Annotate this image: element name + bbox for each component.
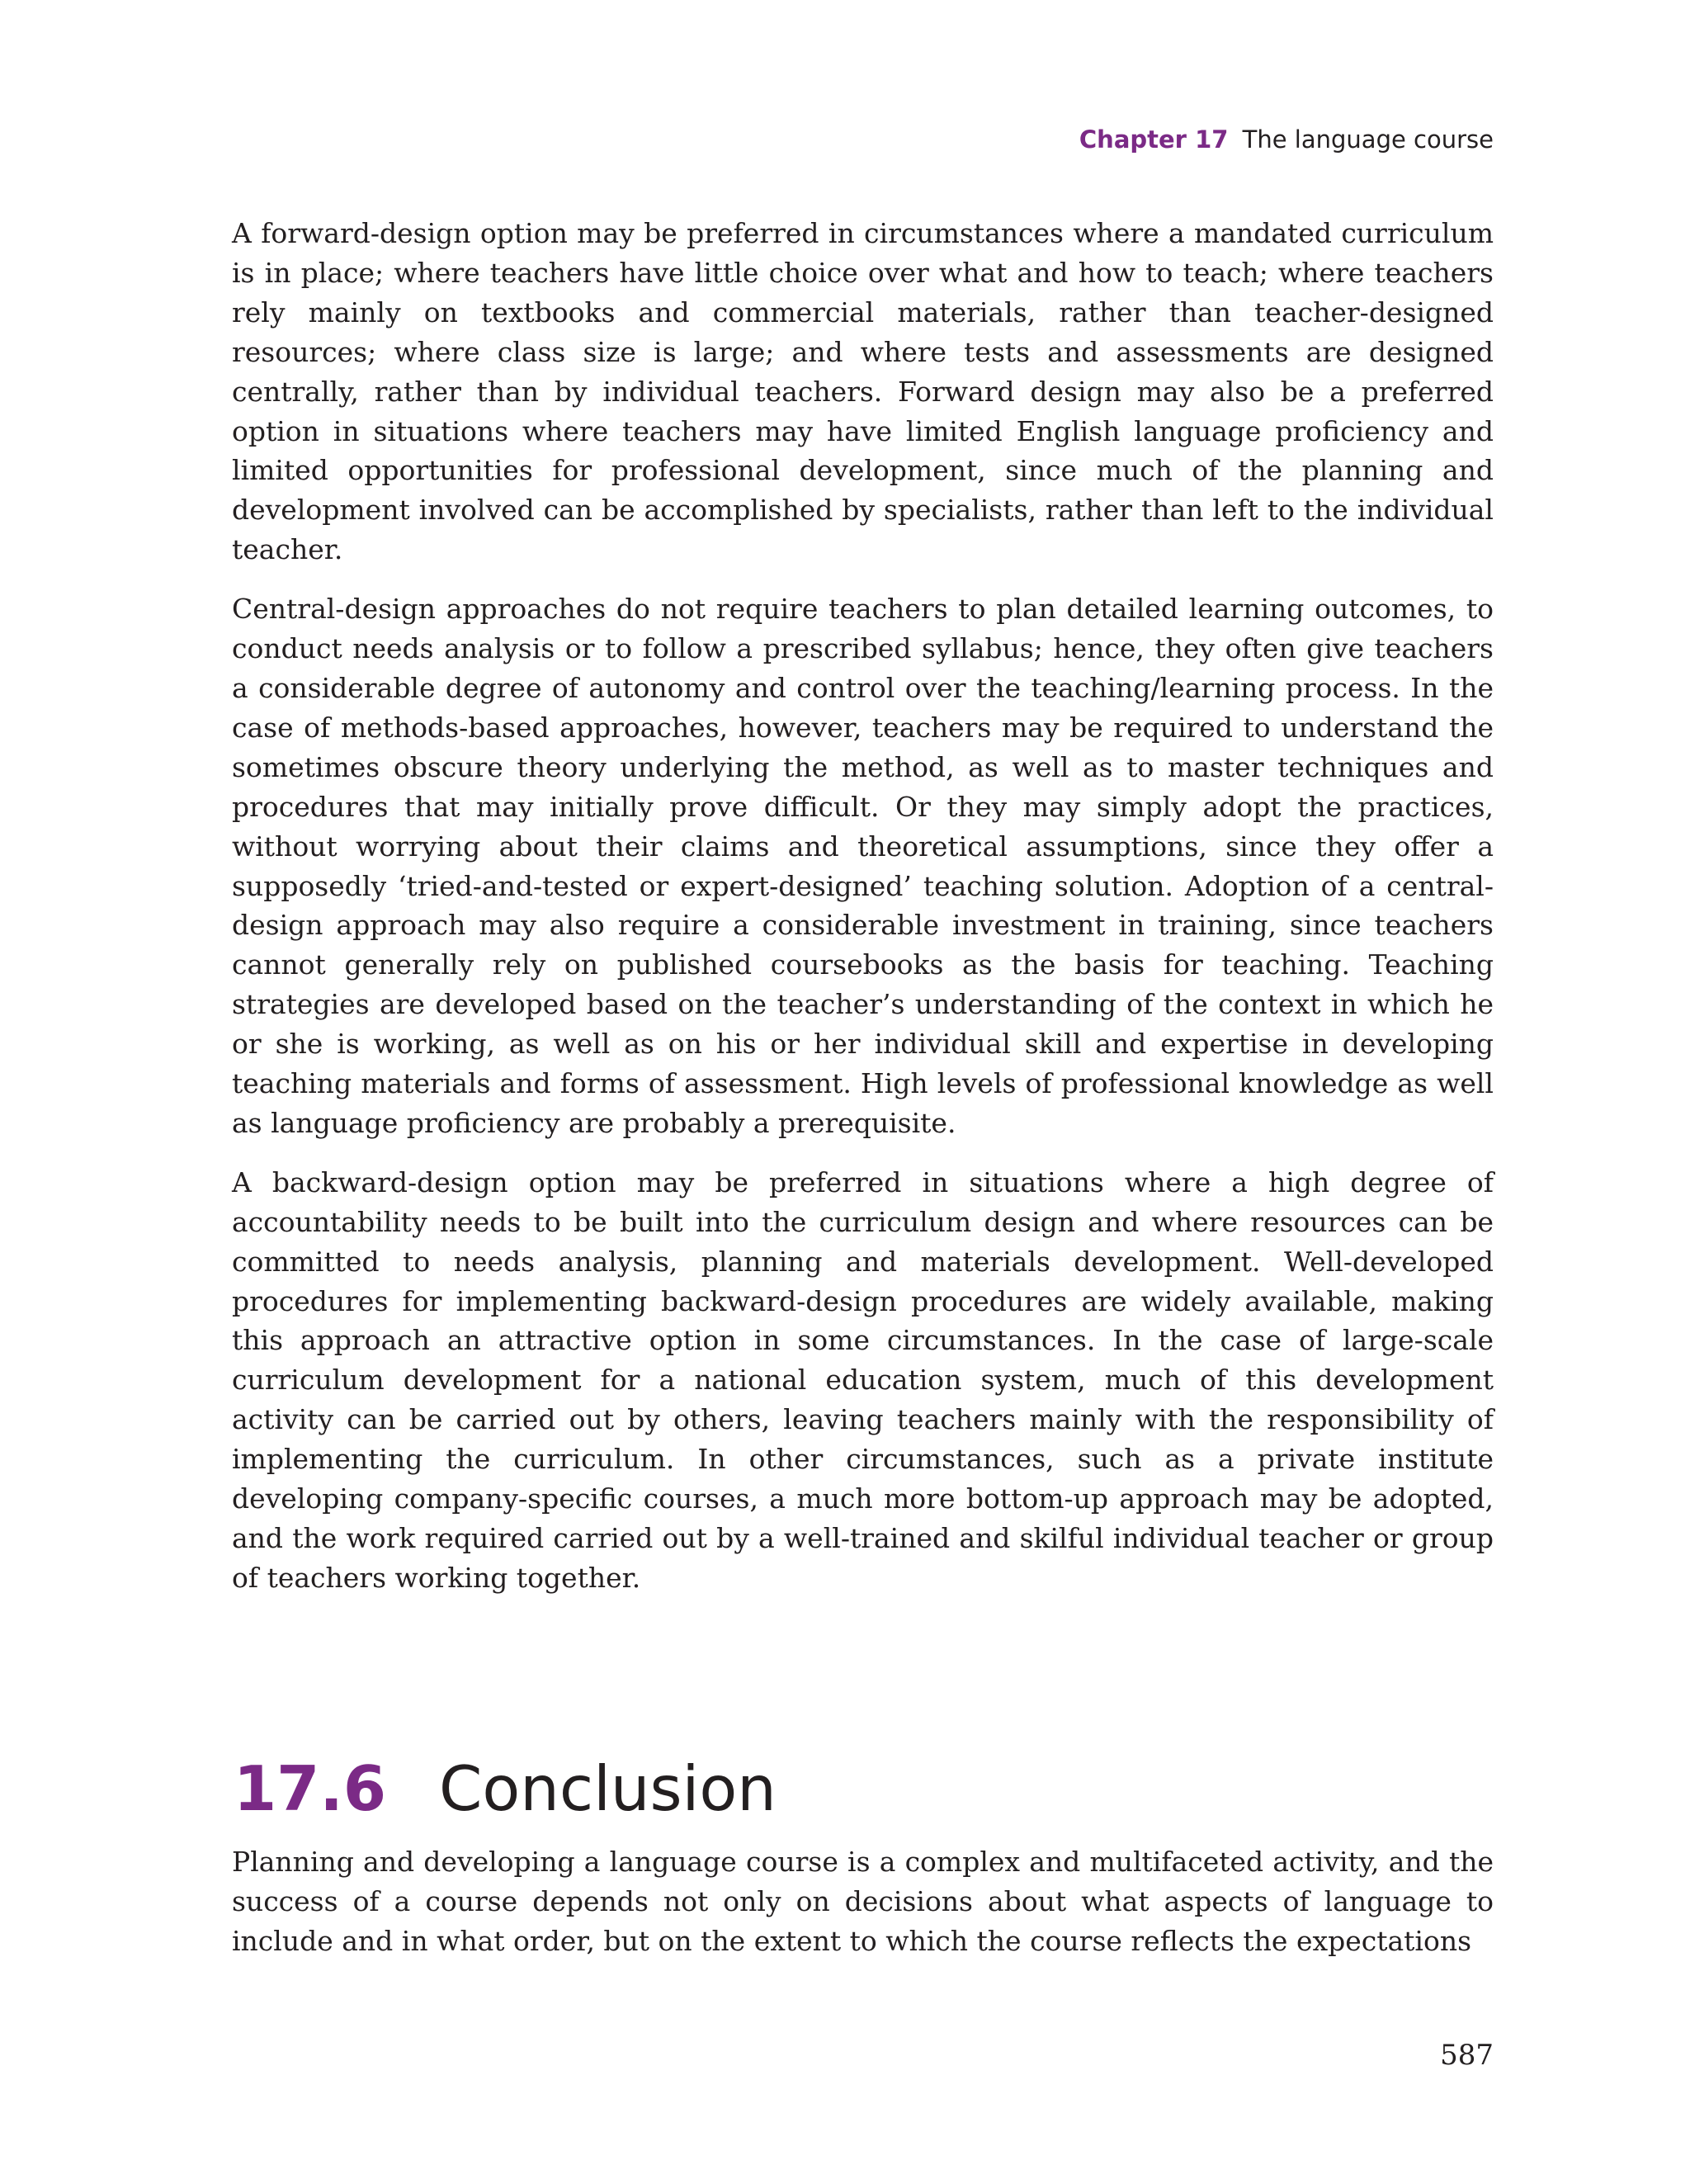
- section-heading: [234, 1752, 777, 1825]
- chapter-label: Chapter 17: [1079, 125, 1229, 154]
- paragraph-conclusion: Planning and developing a language course is a complex and multifaceted activity, and the success of a course depends not only on decisions about what aspects of language to include and in what order, but on the extent to which the course reflects the expectations: [232, 1846, 1494, 1957]
- paragraph-forward-design: A forward-design option may be preferred in circumstances where a mandated curriculum is in place; where teachers have little choice over what and how to teach; where teachers rely mainly on textbooks and commercial materials, rather than teacher-designed resources; where class size is large; and where tests and assessments are designed centrally, rather than by individual teachers. Forward design may also be a preferred option in situations where teachers may have limited English language proficiency and limited opportunities for professional development, since much of the planning and development involved can be accomplished by specialists, rather than left to the individual teacher.: [232, 217, 1494, 566]
- running-head: [1079, 125, 1494, 154]
- paragraph-central-design: Central-design approaches do not require teachers to plan detailed learning outcomes, to conduct needs analysis or to follow a prescribed syllabus; hence, they often give teachers a considerable degree of autonomy and control over the teaching/learning process. In the case of methods-based approaches, however, teachers may be required to understand the sometimes obscure theory underlying the method, as well as to master techniques and procedures that may initially prove difficult. Or they may simply adopt the practices, without worrying about their claims and theoretical assumptions, since they offer a supposedly ‘tried-and-tested or expert-designed’ teaching solution. Adoption of a central-design approach may also require a considerable investment in training, since teachers cannot generally rely on published coursebooks as the basis for teaching. Teaching strategies are developed based on the teacher’s understanding of the context in which he or she is working, as well as on his or her individual skill and expertise in developing teaching materials and forms of assessment. High levels of professional knowledge as well as language proficiency are probably a prerequisite.: [232, 593, 1494, 1139]
- body-text: [232, 214, 1494, 1618]
- section-title: Conclusion: [439, 1752, 777, 1825]
- page-number: 587: [1440, 2039, 1494, 2072]
- section-number: 17.6: [234, 1752, 387, 1825]
- paragraph-backward-design: A backward-design option may be preferred in situations where a high degree of accountability needs to be built into the curriculum design and where resources can be committed to needs analysis, planning and materials development. Well-developed procedures for implementing backward-design procedures are widely available, making this approach an attractive option in some circumstances. In the case of large-scale curriculum development for a national education system, much of this development activity can be carried out by others, leaving teachers mainly with the responsibility of implementing the curriculum. In other circumstances, such as a private institute developing company-specific courses, a much more bottom-up approach may be adopted, and the work required carried out by a well-trained and skilful individual teacher or group of teachers working together.: [232, 1165, 1494, 1594]
- conclusion-text: [232, 1842, 1494, 1961]
- chapter-title: The language course: [1242, 125, 1494, 154]
